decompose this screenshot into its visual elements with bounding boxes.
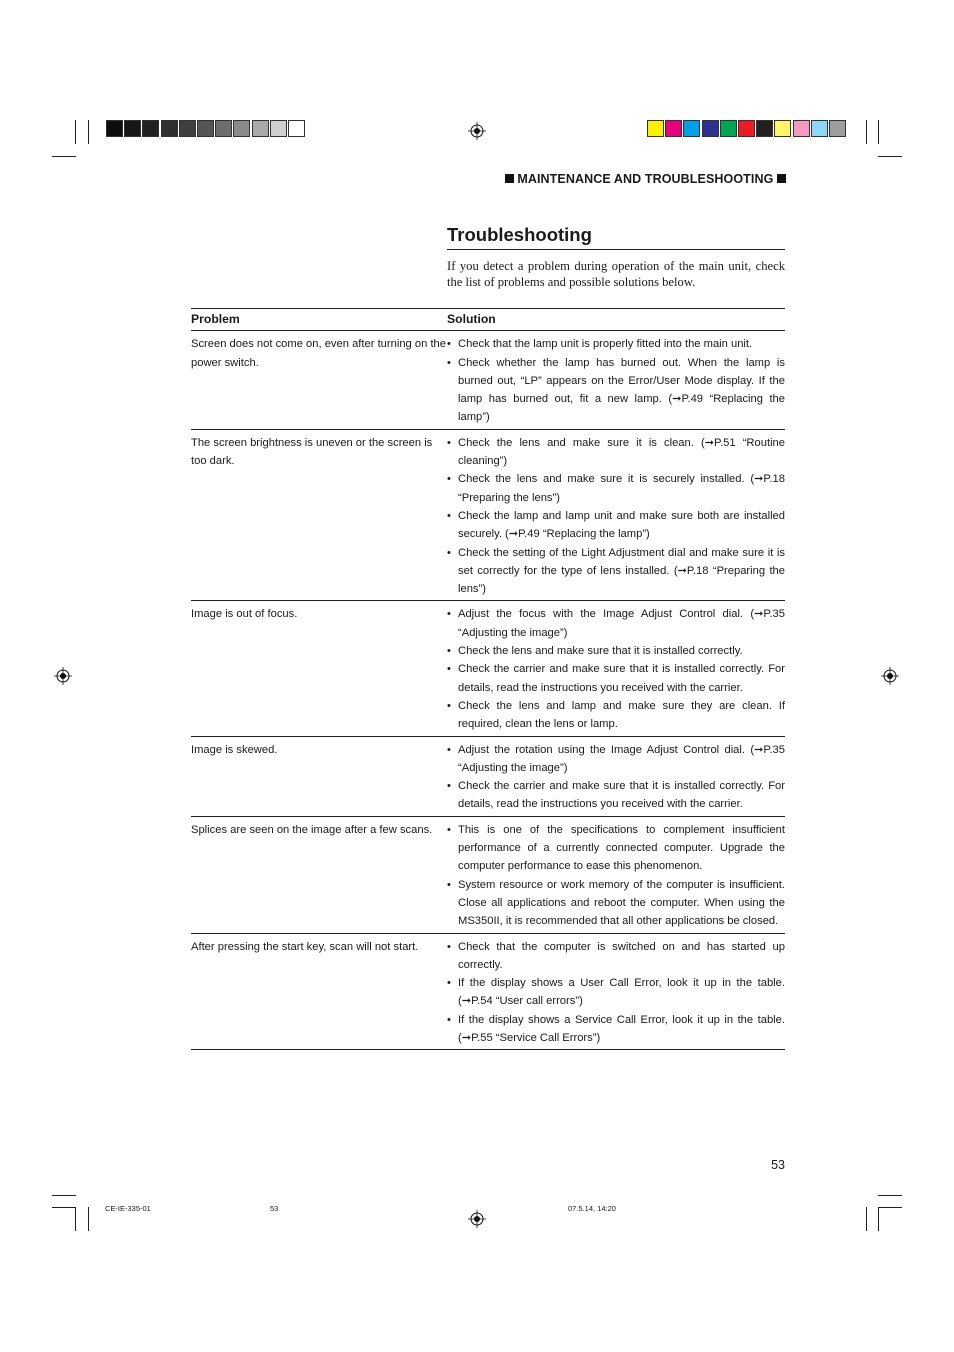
list-item (447, 507, 785, 544)
solution-list (447, 605, 785, 733)
page-number: 53 (771, 1158, 785, 1172)
list-item (447, 697, 785, 734)
list-item (447, 821, 785, 876)
color-swatch (106, 120, 123, 137)
solution-text: Adjust the rotation using the Image Adjust Control dial. (➞P.35 “Adjusting the image”) (458, 743, 785, 774)
table-header-row (191, 309, 785, 331)
crop-mark (88, 1207, 89, 1231)
color-swatch (270, 120, 287, 137)
bullet-icon: • (447, 780, 451, 793)
table-row (191, 429, 785, 601)
color-swatch (774, 120, 791, 137)
solution-text: Check that the lamp unit is properly fitted into the main unit. (458, 338, 753, 351)
square-bullet-icon (505, 174, 514, 183)
list-item (447, 741, 785, 778)
registration-mark-icon (881, 667, 899, 685)
crop-mark (878, 1195, 902, 1196)
color-swatch (252, 120, 269, 137)
problem-cell: After pressing the start key, scan will not start. (191, 933, 447, 1050)
color-swatch (702, 120, 719, 137)
section-header-text: MAINTENANCE AND TROUBLESHOOTING (517, 172, 774, 186)
bullet-icon: • (447, 338, 451, 351)
problem-cell: Image is out of focus. (191, 601, 447, 736)
bullet-icon: • (447, 356, 451, 369)
solution-text: Check the lens and make sure it is clean. (➞P.51 “Routine cleaning”) (458, 436, 785, 468)
list-item (447, 660, 785, 697)
solution-text: Check that the computer is switched on and has started up correctly. (458, 940, 785, 971)
crop-mark (878, 120, 879, 144)
color-swatch (288, 120, 305, 137)
bullet-icon: • (447, 977, 451, 990)
solution-text: This is one of the specifications to complement insufficient performance of a currently connected computer. Upgrade the computer performance to ease this phenomenon. (458, 823, 785, 873)
footer-code: CE-IE-335-01 (105, 1204, 151, 1213)
bullet-icon: • (447, 509, 451, 522)
registration-mark-icon (54, 667, 72, 685)
page-title: Troubleshooting (447, 224, 785, 250)
bullet-icon: • (447, 608, 451, 621)
solution-text: Check the carrier and make sure that it is installed correctly. For details, read the instructions you received with the carrier. (458, 780, 785, 811)
list-item (447, 938, 785, 975)
section-header (490, 172, 786, 186)
color-swatch (756, 120, 773, 137)
solution-list (447, 335, 785, 426)
crop-mark (878, 1207, 879, 1231)
color-swatch (179, 120, 196, 137)
crop-mark (52, 1195, 76, 1196)
solution-text: Check the lamp and lamp unit and make sure both are installed securely. (➞P.49 “Replacing the lamp”) (458, 509, 785, 541)
color-swatch (811, 120, 828, 137)
problem-cell: The screen brightness is uneven or the screen is too dark. (191, 429, 447, 601)
solution-text: Check the carrier and make sure that it is installed correctly. For details, read the instructions you received with the carrier. (458, 663, 785, 694)
color-swatch (793, 120, 810, 137)
table-body (191, 331, 785, 1050)
list-item (447, 434, 785, 471)
bullet-icon: • (447, 743, 451, 756)
color-swatch (197, 120, 214, 137)
crop-mark (75, 120, 76, 144)
crop-mark (878, 1207, 902, 1208)
solution-cell (447, 736, 785, 816)
list-item (447, 335, 785, 353)
crop-mark (878, 156, 902, 157)
solution-cell (447, 429, 785, 601)
solution-column-header: Solution (447, 309, 785, 331)
bullet-icon: • (447, 546, 451, 559)
bullet-icon: • (447, 645, 451, 658)
color-swatch (142, 120, 159, 137)
color-swatch (233, 120, 250, 137)
list-item (447, 974, 785, 1011)
list-item (447, 605, 785, 642)
problem-cell: Image is skewed. (191, 736, 447, 816)
square-bullet-icon (777, 174, 786, 183)
table-row (191, 601, 785, 736)
crop-mark (52, 156, 76, 157)
color-swatch (665, 120, 682, 137)
bullet-icon: • (447, 1013, 451, 1026)
problem-cell: Splices are seen on the image after a few scans. (191, 816, 447, 933)
color-swatch (124, 120, 141, 137)
bullet-icon: • (447, 699, 451, 712)
crop-mark (88, 120, 89, 144)
solution-list (447, 938, 785, 1048)
solution-cell (447, 933, 785, 1050)
list-item (447, 777, 785, 814)
solution-list (447, 741, 785, 814)
bullet-icon: • (447, 473, 451, 486)
crop-mark (866, 1207, 867, 1231)
solution-text: Check the setting of the Light Adjustment dial and make sure it is set correctly for the type of lens installed. (➞P.18 “Preparing the lens”) (458, 546, 785, 596)
color-swatch (161, 120, 178, 137)
bullet-icon: • (447, 436, 451, 449)
registration-mark-icon (468, 1210, 486, 1228)
problem-column-header: Problem (191, 309, 447, 331)
list-item (447, 354, 785, 427)
bullet-icon: • (447, 823, 451, 836)
solution-text: Check the lens and make sure it is securely installed. (➞P.18 “Preparing the lens”) (458, 473, 785, 504)
solution-text: Adjust the focus with the Image Adjust Control dial. (➞P.35 “Adjusting the image”) (458, 608, 785, 639)
list-item (447, 642, 785, 660)
color-swatch (683, 120, 700, 137)
intro-paragraph: If you detect a problem during operation of the main unit, check the list of problems and possible solutions below. (447, 259, 785, 289)
list-item (447, 470, 785, 507)
solution-list (447, 821, 785, 931)
crop-mark (866, 120, 867, 144)
solution-text: Check the lens and lamp and make sure they are clean. If required, clean the lens or lamp. (458, 699, 785, 731)
table-row (191, 816, 785, 933)
list-item (447, 544, 785, 599)
crop-mark (75, 1207, 76, 1231)
solution-text: Check the lens and make sure that it is installed correctly. (458, 645, 743, 658)
footer-timestamp: 07.5.14, 14:20 (568, 1204, 616, 1213)
table-row (191, 331, 785, 429)
crop-mark (52, 1207, 76, 1208)
solution-cell (447, 601, 785, 736)
solution-text: If the display shows a User Call Error, look it up in the table. (➞P.54 “User call errors”) (458, 977, 785, 1008)
troubleshooting-table (191, 308, 785, 1050)
table-row (191, 736, 785, 816)
solution-list (447, 434, 785, 599)
solution-cell (447, 331, 785, 429)
color-swatch (215, 120, 232, 137)
list-item (447, 1011, 785, 1048)
bullet-icon: • (447, 878, 451, 891)
bullet-icon: • (447, 663, 451, 676)
solution-text: System resource or work memory of the computer is insufficient. Close all applications and reboot the computer. When using the MS350II, it is recommended that all other applications be closed. (458, 878, 785, 928)
footer-page: 53 (270, 1204, 279, 1213)
color-swatch (720, 120, 737, 137)
color-swatch (647, 120, 664, 137)
registration-mark-icon (468, 122, 486, 140)
table-row (191, 933, 785, 1050)
bullet-icon: • (447, 940, 451, 953)
list-item (447, 876, 785, 931)
solution-cell (447, 816, 785, 933)
solution-text: If the display shows a Service Call Error, look it up in the table. (➞P.55 “Service Call Errors”) (458, 1013, 785, 1044)
problem-cell: Screen does not come on, even after turning on the power switch. (191, 331, 447, 429)
solution-text: Check whether the lamp has burned out. When the lamp is burned out, “LP” appears on the Error/User Mode display. If the lamp has burned out, fit a new lamp. (➞P.49 “Replacing the lamp”) (458, 356, 785, 424)
color-swatch (829, 120, 846, 137)
color-swatch (738, 120, 755, 137)
